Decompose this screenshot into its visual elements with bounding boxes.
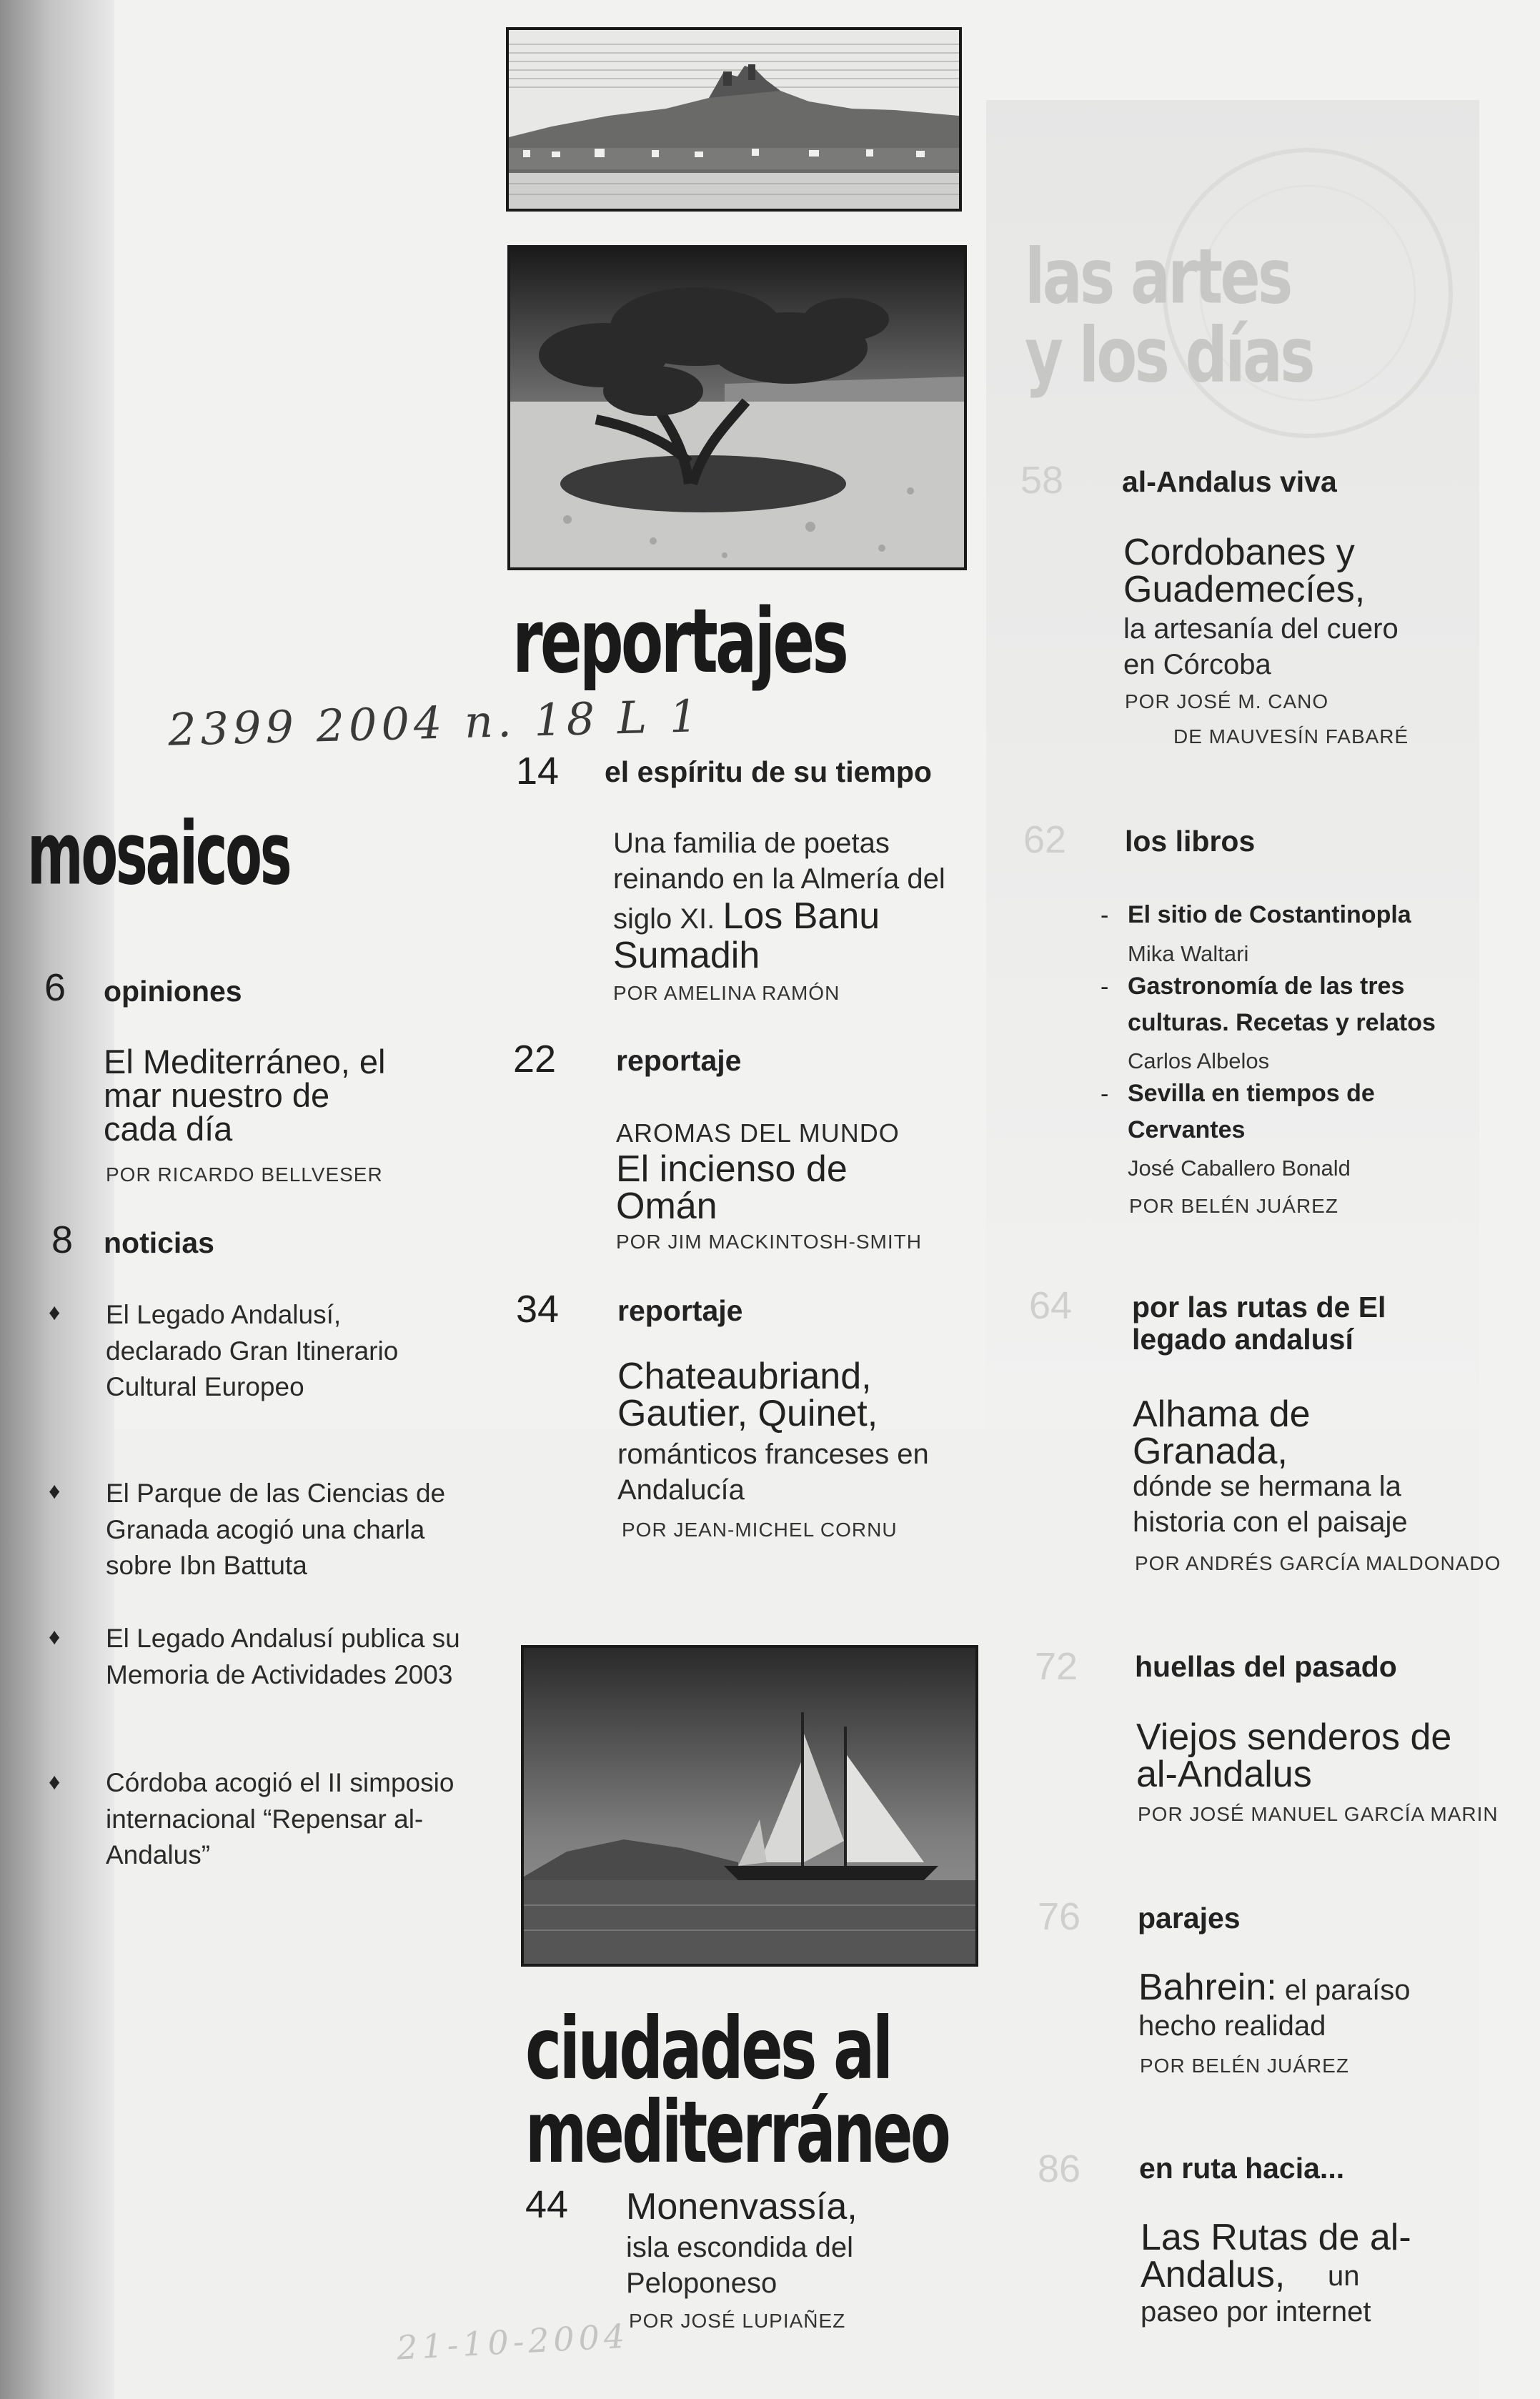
- article-byline: POR RICARDO BELLVESER: [106, 1163, 383, 1186]
- article-label: por las rutas de El legado andalusí: [1132, 1291, 1386, 1356]
- article-title: El Mediterráneo, el mar nuestro de cada día: [104, 1043, 386, 1148]
- page-number: 64: [1029, 1284, 1073, 1327]
- article-label: huellas del pasado: [1135, 1650, 1397, 1683]
- page-number: 34: [516, 1288, 560, 1331]
- book-title: Sevilla en tiempos de Cervantes: [1128, 1080, 1375, 1143]
- article-byline: POR JOSÉ MANUEL GARCÍA MARIN: [1138, 1803, 1499, 1825]
- article-subtitle: la artesanía del cuero en Córcoba: [1123, 613, 1399, 681]
- page-number: 62: [1023, 818, 1067, 861]
- book-title: Gastronomía de las tres culturas. Recetas y relatos: [1128, 973, 1436, 1036]
- news-item: Córdoba acogió el II simposio internacional “Repensar al-Andalus”: [106, 1768, 454, 1870]
- article-label: al-Andalus viva: [1122, 465, 1337, 498]
- page-number: 6: [44, 966, 66, 1009]
- dash-bullet: -: [1101, 902, 1109, 929]
- page-number: 14: [516, 750, 560, 793]
- section-title-artes-line2: y los días: [1025, 311, 1313, 399]
- engraving-almeria-image: [506, 27, 962, 212]
- article-subtitle: paseo por internet: [1141, 2296, 1371, 2328]
- article-subtitle: románticos franceses en Andalucía: [617, 1439, 929, 1506]
- article-teaser-text: Una familia de poetas reinando en la Almería del siglo XI.: [613, 828, 945, 935]
- page-number: 72: [1035, 1645, 1078, 1688]
- article-byline: POR BELÉN JUÁREZ: [1129, 1195, 1338, 1217]
- article-title: Los Banu Sumadih: [613, 895, 880, 977]
- section-title-artes-line1: las artes: [1025, 232, 1291, 321]
- article-byline: DE MAUVESÍN FABARÉ: [1173, 725, 1409, 747]
- article-title: Las Rutas de al-Andalus,: [1141, 2217, 1411, 2295]
- article-label: los libros: [1125, 825, 1256, 858]
- book-author: José Caballero Bonald: [1128, 1156, 1351, 1181]
- page-number: 86: [1038, 2147, 1081, 2190]
- diamond-bullet-icon: ♦: [49, 1624, 61, 1649]
- sailing-ship-photo: [521, 1645, 978, 1967]
- page-number: 76: [1038, 1895, 1081, 1938]
- article-title: Viejos senderos de al-Andalus: [1136, 1717, 1452, 1795]
- article-title: Bahrein:: [1138, 1967, 1277, 2008]
- page-number: 8: [51, 1218, 74, 1261]
- article-byline: POR JEAN-MICHEL CORNU: [622, 1519, 898, 1541]
- dash-bullet: -: [1101, 1081, 1109, 1108]
- dash-bullet: -: [1101, 973, 1109, 1000]
- section-title-ciudades-line1: ciudades al: [525, 1999, 891, 2099]
- article-label: en ruta hacia...: [1139, 2152, 1345, 2185]
- page-number: 44: [525, 2183, 569, 2226]
- article-byline: POR AMELINA RAMÓN: [613, 982, 840, 1004]
- news-item: El Legado Andalusí, declarado Gran Itinerario Cultural Europeo: [106, 1300, 399, 1402]
- section-title-mosaicos: mosaicos: [27, 803, 290, 905]
- diamond-bullet-icon: ♦: [49, 1769, 61, 1794]
- article-title: Monenvassía,: [626, 2186, 858, 2227]
- article-byline: POR JOSÉ LUPIAÑEZ: [629, 2310, 846, 2332]
- article-title: El incienso de Omán: [616, 1148, 848, 1227]
- page-number: 58: [1020, 459, 1064, 502]
- handwritten-catalog-note: 2399 2004 n. 18 L 1: [167, 690, 703, 756]
- section-title-reportajes: reportajes: [512, 590, 847, 693]
- article-title: Cordobanes y Guademecíes,: [1123, 532, 1366, 610]
- article-label: parajes: [1138, 1902, 1241, 1934]
- article-subtitle: el paraíso hecho realidad: [1138, 1975, 1411, 2042]
- article-subtitle: isla escondida del Peloponeso: [626, 2232, 853, 2300]
- article-byline: POR JOSÉ M. CANO: [1125, 690, 1329, 712]
- article-teaser: [1138, 1969, 1467, 2045]
- book-author: Carlos Albelos: [1128, 1048, 1270, 1073]
- article-label: noticias: [104, 1226, 214, 1259]
- article-label: reportaje: [616, 1044, 742, 1077]
- article-title: Alhama de Granada,: [1133, 1394, 1311, 1472]
- news-item: El Parque de las Ciencias de Granada acogió una charla sobre Ibn Battuta: [106, 1479, 446, 1581]
- section-title-ciudades-line2: mediterráneo: [525, 2082, 949, 2182]
- news-item: El Legado Andalusí publica su Memoria de Actividades 2003: [106, 1624, 460, 1689]
- article-label: opiniones: [104, 975, 242, 1008]
- diamond-bullet-icon: ♦: [49, 1299, 61, 1325]
- article-label: el espíritu de su tiempo: [605, 755, 932, 788]
- article-teaser: [613, 825, 999, 977]
- article-label: reportaje: [617, 1294, 743, 1327]
- article-subtitle: un: [1328, 2260, 1360, 2292]
- handwritten-date-note: 21-10-2004: [395, 2316, 630, 2368]
- book-title: El sitio de Costantinopla: [1128, 901, 1411, 928]
- article-title: Chateaubriand, Gautier, Quinet,: [617, 1356, 878, 1434]
- article-byline: POR ANDRÉS GARCÍA MALDONADO: [1135, 1552, 1501, 1574]
- article-byline: POR BELÉN JUÁREZ: [1140, 2055, 1349, 2077]
- page-number: 22: [513, 1038, 557, 1081]
- article-kicker: AROMAS DEL MUNDO: [616, 1118, 900, 1148]
- book-author: Mika Waltari: [1128, 941, 1249, 966]
- article-byline: POR JIM MACKINTOSH-SMITH: [616, 1231, 922, 1253]
- page-gutter-shadow: [0, 0, 114, 2399]
- diamond-bullet-icon: ♦: [49, 1478, 61, 1504]
- tree-oman-photo: [507, 245, 967, 570]
- article-subtitle: dónde se hermana la historia con el paisaje: [1133, 1471, 1408, 1539]
